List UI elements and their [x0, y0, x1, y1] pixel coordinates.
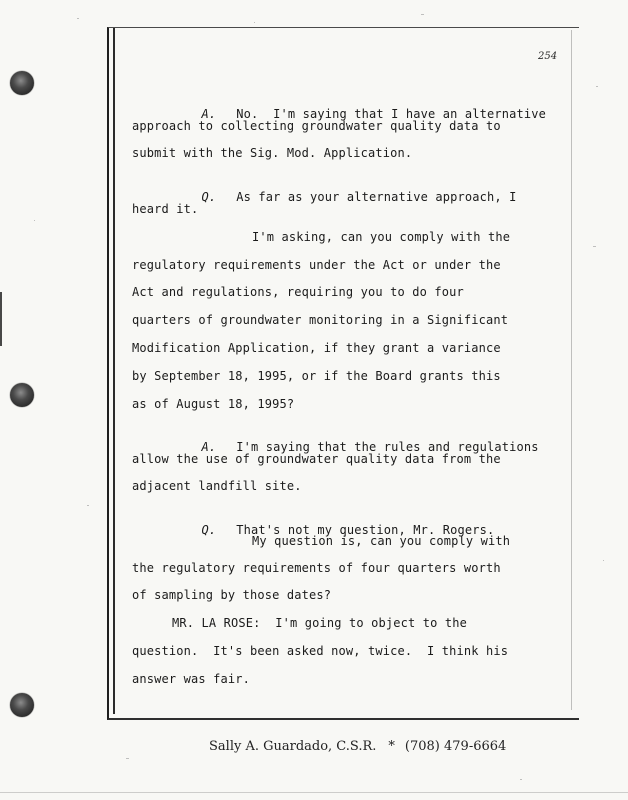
transcript-line-20: MR. LA ROSE: I'm going to object to the — [172, 616, 467, 630]
scan-edge-line — [0, 792, 628, 793]
scan-speck — [603, 560, 604, 561]
reporter-footer — [209, 739, 506, 754]
scan-mark — [0, 292, 2, 346]
transcript-line-6: I'm asking, can you comply with the — [252, 230, 511, 244]
punch-hole — [10, 71, 34, 95]
transcript-line-4 — [172, 173, 517, 221]
transcript-text: No. I'm saying that I have an alternative — [236, 107, 546, 121]
transcript-line-19: of sampling by those dates? — [132, 588, 332, 602]
scan-speck — [34, 220, 35, 221]
right-margin-line — [571, 30, 572, 710]
scan-speck — [87, 505, 89, 506]
transcript-line-15: adjacent landfill site. — [132, 479, 302, 493]
reporter-phone: (708) 479-6664 — [404, 739, 507, 754]
transcript-line-22: answer was fair. — [132, 672, 250, 686]
speaker-label: A. — [201, 440, 217, 454]
speaker-label: Q. — [201, 523, 217, 537]
transcript-line-14: allow the use of groundwater quality data from the — [132, 452, 501, 466]
transcript-line-5: heard it. — [132, 202, 199, 216]
transcript-line-17: My question is, can you comply with — [252, 534, 511, 548]
page-number: 254 — [538, 51, 558, 62]
transcript-text: I'm saying that the rules and regulations — [236, 440, 539, 454]
scan-speck — [77, 18, 79, 19]
speaker-label: Q. — [201, 190, 217, 204]
transcript-line-8: Act and regulations, requiring you to do four — [132, 285, 464, 299]
scan-speck — [126, 758, 129, 759]
transcript-line-10: Modification Application, if they grant a variance — [132, 341, 501, 355]
footer-separator: * — [388, 739, 395, 754]
scan-speck — [254, 22, 255, 23]
transcript-line-12: as of August 18, 1995? — [132, 397, 295, 411]
transcript-text: That's not my question, Mr. Rogers. — [236, 523, 495, 537]
scan-speck — [596, 86, 598, 87]
reporter-name: Sally A. Guardado, C.S.R. — [209, 739, 377, 754]
transcript-line-7: regulatory requirements under the Act or under the — [132, 258, 501, 272]
transcript-line-18: the regulatory requirements of four quarters worth — [132, 561, 501, 575]
transcript-text: As far as your alternative approach, I — [236, 190, 517, 204]
transcript-line-11: by September 18, 1995, or if the Board grants this — [132, 369, 501, 383]
page-border-inner — [113, 28, 115, 714]
punch-hole — [10, 693, 34, 717]
scan-speck — [593, 246, 596, 247]
transcript-line-9: quarters of groundwater monitoring in a Significant — [132, 313, 509, 327]
scan-speck — [421, 14, 424, 15]
punch-hole — [10, 383, 34, 407]
transcript-line-2: approach to collecting groundwater quality data to — [132, 119, 501, 133]
speaker-label: A. — [201, 107, 217, 121]
transcript-line-3: submit with the Sig. Mod. Application. — [132, 146, 413, 160]
transcript-line-21: question. It's been asked now, twice. I think his — [132, 644, 509, 658]
scan-speck — [520, 779, 522, 780]
